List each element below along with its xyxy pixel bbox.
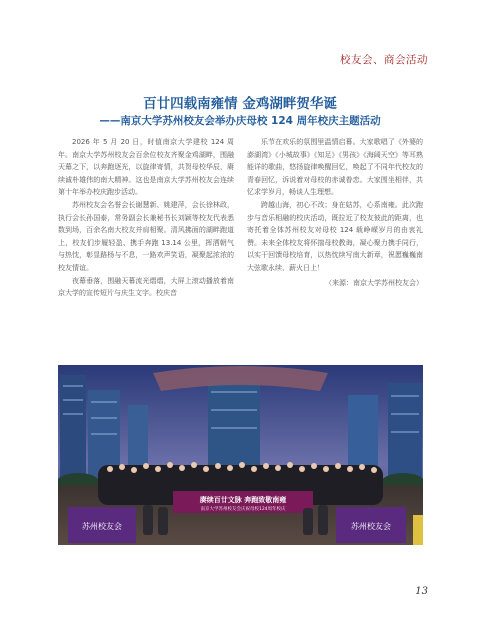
flag-right-text: 苏州校友会 — [351, 522, 391, 531]
paragraph: 跨越山海，初心不改；身在姑苏，心系南雍。此次跑步与音乐相融的校庆活动，既拉近了校友彼此的距离，也寄托着全体苏州校友对母校 124 载峥嵘岁月的由衷礼赞。未来全体校友将怀揣母校教诲，凝心聚力携手同行，以实干回馈母校培育，以热忱续写南大新章，祝愿巍巍南大弦歌永续、薪火日上！ — [247, 200, 423, 272]
left-column — [58, 136, 234, 300]
page-number: 13 — [415, 586, 428, 597]
building-right-2 — [388, 383, 422, 485]
paragraph: 夜幕垂落，围融天幕流光熠熠，大屏上滚动播放着南京大学的宣传短片与庆生文字。校庆音 — [58, 276, 234, 298]
banner-main-text: 赓续百廿文脉 奔跑致敬南雍 — [199, 496, 287, 504]
building-left-1 — [60, 375, 86, 485]
group-photo-illustration — [58, 365, 423, 545]
right-column — [247, 136, 423, 289]
banner-sub-text: 南京大学苏州校友会庆祝母校124周年校庆 — [200, 507, 286, 512]
group-photo — [58, 365, 423, 545]
article-subtitle: ——南京大学苏州校友会举办庆母校 124 周年校庆主题活动 — [99, 115, 381, 127]
article-title: 百廿四载南雍情 金鸡湖畔贺华诞 — [143, 96, 337, 112]
paragraph: 2026 年 5 月 20 日，时值南京大学建校 124 周年。南京大学苏州校友会百余位校友齐聚金鸡湖畔，围融天幕之下，以奔跑逐光，以旋律寄情，共贺母校华辰，赓续诚朴雄伟的南大精神。这也是南京大学苏州校友会连续第十年举办校庆跑步活动。 — [58, 138, 234, 197]
paragraph: 乐节在欢乐的氛围里温情启幕。大家歌唱了《外婆的澎湖湾》《小城故事》《知足》《男孩》《海阔天空》等耳熟能详的歌曲，悠扬旋律唤醒回忆，唤起了不同年代校友的青春回忆，诉说着对母校的赤诚眷恋。大家围坐相伴，共忆求学岁月，畅谈人生理想。 — [247, 138, 423, 197]
paragraph: 苏州校友会名誉会长谢慧新、姚建萍，会长徐林政，执行会长孙国泰，常务副会长兼秘书长刘颖等校友代表悉数到场，百余名南大校友并肩相聚。清风拂面的湖畔跑道上，校友们步履轻盈、携手奔跑 13.14 公里，挥洒朝气与热忱，彰显路杨与不息，一路欢声笑语，凝聚起浓浓的校友情谊。 — [58, 200, 234, 272]
flag-left-text: 苏州校友会 — [82, 522, 122, 531]
source-credit: （来源：南京大学苏州校友会） — [325, 278, 423, 287]
section-tag: 校友会、商会活动 — [340, 54, 428, 66]
